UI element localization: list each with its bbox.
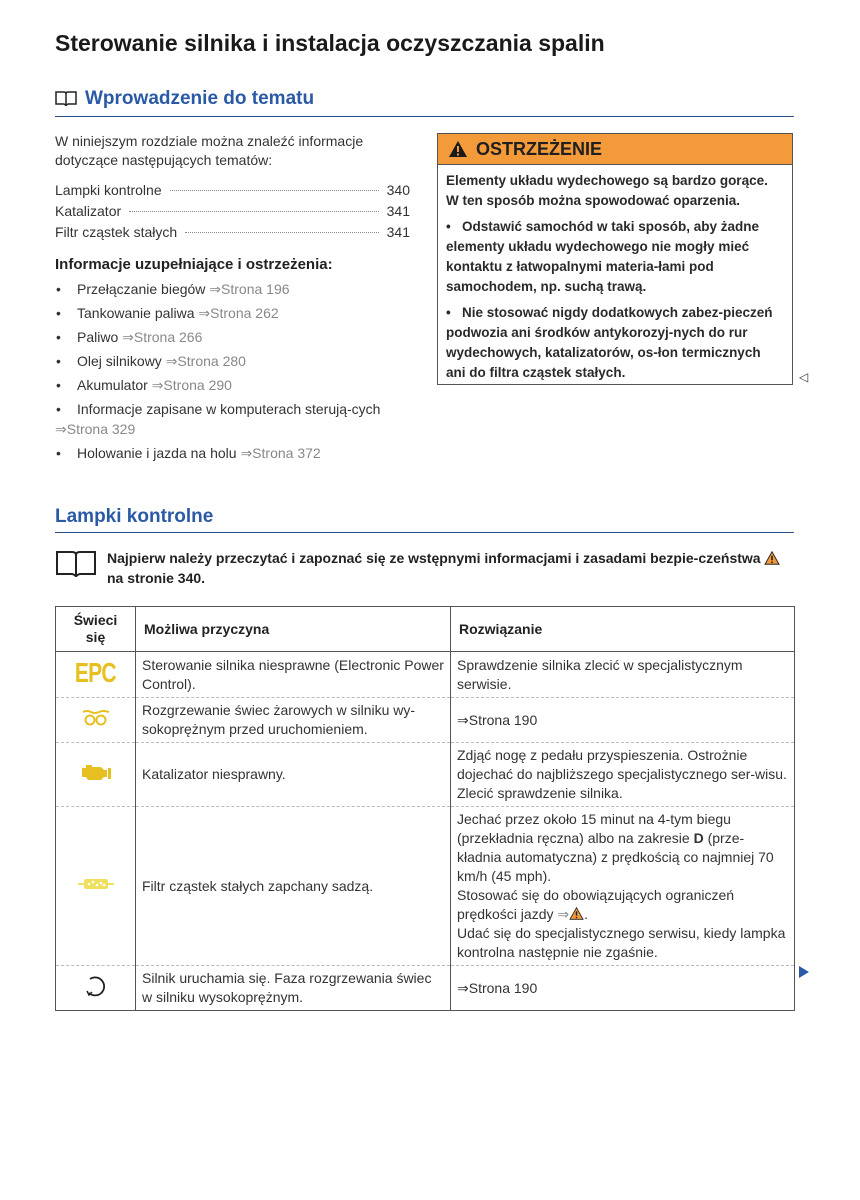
intro-section-heading	[55, 88, 794, 117]
toc-label: Filtr cząstek stałych	[55, 224, 178, 240]
toc-label: Lampki kontrolne	[55, 182, 162, 198]
warning-item: • Odstawić samochód w taki sposób, aby żadne elementy układu wydechowego nie mogły mieć kontaktu z łatwopalnymi materia-łami pod samochodem, np. suchą trawą.	[446, 219, 760, 294]
page-ref-link[interactable]: ⇒Strona 290	[151, 377, 232, 393]
intro-text: W niniejszym rozdziale można znaleźć informacje dotyczące następujących tematów:	[55, 133, 364, 168]
lampki-heading-label: Lampki kontrolne	[55, 506, 214, 527]
page-ref-link[interactable]: ⇒Strona 190	[457, 979, 538, 996]
warning-lamps-table	[55, 606, 795, 1011]
table-header-row	[56, 607, 795, 652]
warning-body	[438, 165, 792, 383]
table-row	[56, 652, 795, 698]
toc-row[interactable]	[55, 223, 410, 244]
warning-triangle-icon	[569, 907, 584, 920]
column-header: Rozwiązanie	[451, 607, 795, 652]
intro-column	[55, 132, 410, 467]
toc-label: Katalizator	[55, 203, 122, 219]
cause-cell: Katalizator niesprawny.	[136, 743, 451, 807]
column-header: Świeci się	[56, 607, 136, 652]
particle-filter-icon	[76, 876, 116, 892]
page-ref-link[interactable]: ⇒Strona 190	[457, 711, 538, 728]
page-ref-link[interactable]: ⇒Strona 196	[209, 281, 290, 297]
solution-cell: Jechać przez około 15 minut na 4-tym biegu (przekładnia ręczna) albo na zakresie D (prze-kładnia automatyczna) z prędkością co najmniej 70 km/h (45 mph). Stosować się do obowiązujących ograniczeń prędkości jazdy ⇒ . Udać się do specjalistycznego serwisu, kiedy lampka kontrolna następnie nie zgaśnie.	[451, 807, 795, 966]
solution-cell: Zdjąć nogę z pedału przyspieszenia. Ostrożnie dojechać do najbliższego specjalistycznego ser-wisu. Zlecić sprawdzenie silnika.	[451, 743, 795, 807]
list-item[interactable]: • Olej silnikowy ⇒Strona 280	[55, 351, 410, 375]
list-item[interactable]: • Informacje zapisane w komputerach sterują-cych ⇒Strona 329	[55, 399, 410, 439]
intro-heading-label: Wprowadzenie do tematu	[85, 88, 315, 109]
list-item[interactable]: • Holowanie i jazda na holu ⇒Strona 372	[55, 443, 410, 467]
book-icon	[55, 548, 97, 578]
warning-item: • Nie stosować nigdy dodatkowych zabez-pieczeń podwozia ani środków antykorozyj-nych do rur wydechowych, katalizatorów, os-łon termicznych ani do filtra cząstek stałych.	[446, 305, 773, 380]
warning-header	[438, 134, 792, 165]
page-ref-link[interactable]: ⇒Strona 266	[122, 329, 203, 345]
warning-triangle-icon	[448, 140, 468, 158]
page-ref-link[interactable]: ⇒Strona 372	[240, 445, 321, 461]
catalyst-icon	[79, 760, 113, 784]
table-row	[56, 698, 795, 743]
extra-info-heading: Informacje uzupełniające i ostrzeżenia:	[55, 256, 333, 273]
solution-cell[interactable]	[451, 698, 795, 743]
section-end-mark: ◁	[799, 370, 809, 384]
page-ref-link[interactable]: ⇒Strona 329	[55, 421, 136, 437]
solution-cell[interactable]	[451, 966, 795, 1011]
toc-row[interactable]	[55, 181, 410, 202]
table-row	[56, 743, 795, 807]
list-item[interactable]: • Przełączanie biegów ⇒Strona 196	[55, 279, 410, 303]
cause-cell: Filtr cząstek stałych zapchany sadzą.	[136, 807, 451, 966]
toc-row[interactable]	[55, 202, 410, 223]
warning-intro: Elementy układu wydechowego są bardzo gorące. W ten sposób można spowodować oparzenia.	[446, 173, 768, 208]
page-ref-link[interactable]: ⇒Strona 280	[165, 353, 246, 369]
table-row	[56, 966, 795, 1011]
read-first-notice: Najpierw należy przeczytać i zapoznać się ze wstępnymi informacjami i zasadami bezpie-czeństwa na stronie 340.	[55, 548, 794, 588]
page-ref-link[interactable]: ⇒	[557, 906, 570, 922]
list-item[interactable]: • Tankowanie paliwa ⇒Strona 262	[55, 303, 410, 327]
list-item[interactable]: • Akumulator ⇒Strona 290	[55, 375, 410, 399]
column-header: Możliwa przyczyna	[136, 607, 451, 652]
glow-plug-icon	[81, 709, 111, 727]
list-item[interactable]: • Paliwo ⇒Strona 266	[55, 327, 410, 351]
engine-start-icon	[83, 973, 109, 999]
cause-cell: Rozgrzewanie świec żarowych w silniku wy-sokoprężnym przed uruchomieniem.	[136, 698, 451, 743]
toc-page: 341	[386, 203, 410, 219]
page-ref-link[interactable]: ⇒Strona 262	[198, 305, 279, 321]
warning-triangle-icon	[764, 551, 780, 565]
cause-cell: Sterowanie silnika niesprawne (Electronic Power Control).	[136, 652, 451, 698]
lampki-section-heading	[55, 506, 794, 533]
warning-box	[437, 133, 793, 385]
epc-icon: EPC	[75, 656, 116, 688]
toc-page: 340	[386, 182, 410, 198]
page-title: Sterowanie silnika i instalacja oczyszczania spalin	[55, 30, 605, 56]
solution-cell: Sprawdzenie silnika zlecić w specjalistycznym serwisie.	[451, 652, 795, 698]
warning-title: OSTRZEŻENIE	[476, 138, 603, 159]
cause-cell: Silnik uruchamia się. Faza rozgrzewania świec w silniku wysokoprężnym.	[136, 966, 451, 1011]
table-row	[56, 807, 795, 966]
next-page-arrow-icon	[799, 966, 809, 978]
book-icon	[55, 90, 77, 112]
toc-page: 341	[386, 224, 410, 240]
